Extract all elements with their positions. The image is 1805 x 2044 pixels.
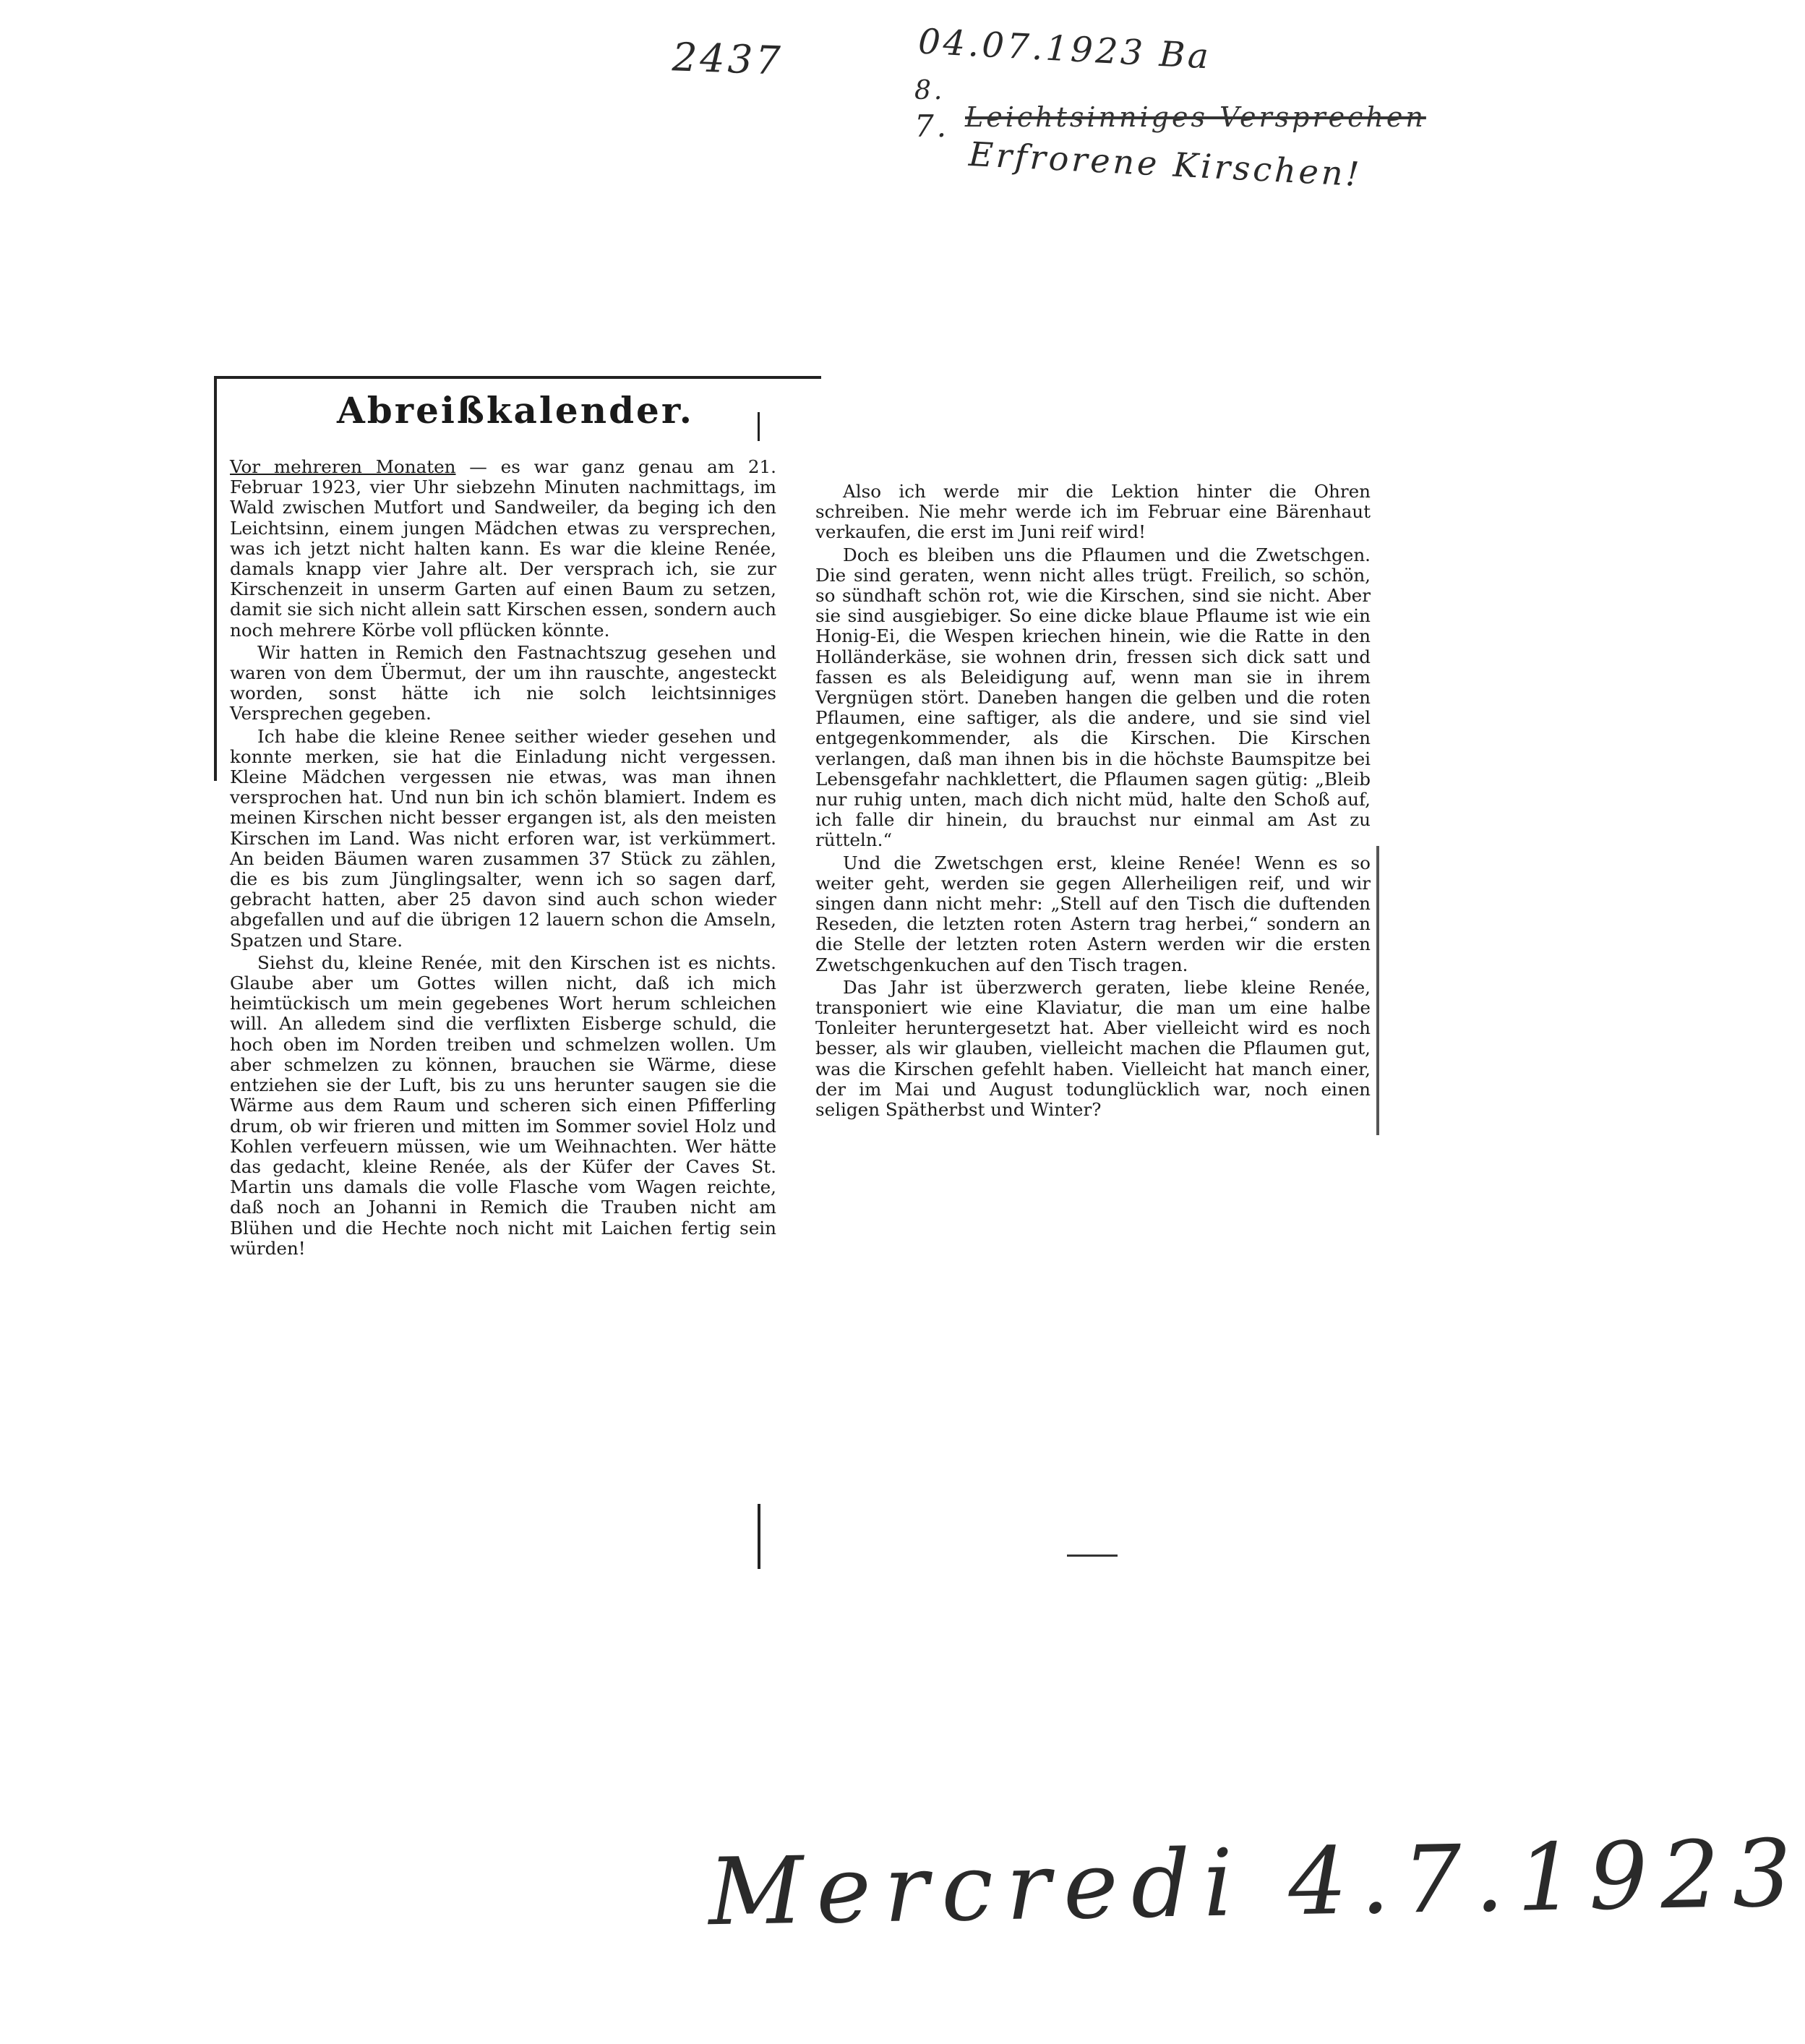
archive-number: 2437 bbox=[671, 34, 784, 84]
paragraph: Das Jahr ist überzwerch geraten, liebe kleine Renée, transponiert wie eine Klaviatur, die man um eine halbe Tonleiter heruntergesetzt hat. Aber vielleicht wird es noch besser, als wir glauben, vielleicht machen die Pflaumen gut, was die Kirschen gefehlt haben. Vielleicht hat manch einer, der im Mai und August todunglücklich war, noch einen seligen Spätherbst und Winter? bbox=[815, 976, 1371, 1121]
article-column-left bbox=[230, 457, 776, 1261]
struck-title: Leichtsinniges Versprechen bbox=[965, 101, 1426, 133]
clipping-left-rule bbox=[214, 376, 217, 781]
paragraph bbox=[230, 457, 776, 641]
paragraph: Wir hatten in Remich den Fastnachtszug gesehen und waren von dem Übermut, der um ihn rauschte, angesteckt worden, sonst hätte ich nie solch leichtsinniges Versprechen gegeben. bbox=[230, 641, 776, 724]
article-heading: Abreißkalender. bbox=[337, 389, 695, 432]
clipping-top-rule bbox=[214, 376, 821, 379]
paragraph: Siehst du, kleine Renée, mit den Kirschen ist es nichts. Glaube aber um Gottes willen nicht, daß ich mich heimtückisch um mein gegebenes Wort herum schleichen will. An alledem sind die verflixten Eisberge schuld, die hoch oben im Norden treiben und schmelzen wollen. Um aber schmelzen zu können, brauchen sie Wärme, diese entziehen sie der Luft, bis zu uns herunter saugen sie die Wärme aus dem Raum und scheren sich einen Pfifferling drum, ob wir frieren und mitten im Sommer soviel Holz und Kohlen verfeuern müssen, wie um Weihnachten. Wer hätte das gedacht, kleine Renée, als der Küfer der Caves St. Martin uns damals die volle Flasche vom Wagen reichte, daß noch an Johanni in Remich die Trauben nicht am Blühen und die Hechte noch nicht mit Laichen fertig sein würden! bbox=[230, 952, 776, 1259]
newspaper-clipping bbox=[214, 376, 1378, 1562]
column-rule bbox=[758, 1504, 760, 1569]
paragraph: Doch es bleiben uns die Pflaumen und die Zwetschgen. Die sind geraten, wenn nicht alles trügt. Freilich, so schön, so sündhaft schön rot, wie die Kirschen, sind sie nicht. Aber sie sind ausgiebiger. So eine dicke blaue Pflaume ist wie ein Honig-Ei, die Wespen kriechen hinein, wie die Ratte in den Holländerkäse, sie wohnen drin, fressen sich dick satt und fassen es als Beleidigung auf, wenn man sie in ihrem Vergnügen stört. Daneben hangen die gelben und die roten Pflaumen, eine saftiger, als die andere, und sie sind viel entgegenkommender, als die Kirschen. Die Kirschen verlangen, daß man ihnen bis in die höchste Baumspitze bei Lebensgefahr nachklettert, die Pflaumen sagen gütig: „Bleib nur ruhig unten, mach dich nicht müd, halte den Schoß auf, ich falle dir hinein, du brauchst nur einmal am Ast zu rütteln.“ bbox=[815, 544, 1371, 851]
margin-mark: 7. bbox=[914, 108, 950, 144]
end-rule bbox=[1067, 1555, 1118, 1557]
handwritten-footer-date: Mercredi 4.7.1923 bbox=[707, 1819, 1805, 1947]
article-column-right bbox=[815, 482, 1371, 1122]
opening-words: Vor mehreren Monaten bbox=[230, 456, 456, 477]
paragraph: Und die Zwetschgen erst, kleine Renée! Wenn es so weiter geht, werden sie gegen Allerheiligen reif, und wir singen dann nicht mehr: „Stell auf den Tisch die duftenden Reseden, die letzten roten Astern trag herbei,“ sondern an die Stelle der letzten roten Astern werden wir die ersten Zwetschgenkuchen auf den Tisch tragen. bbox=[815, 852, 1371, 975]
handwritten-title: Erfrorene Kirschen! bbox=[967, 134, 1363, 194]
margin-mark: 8. bbox=[914, 76, 946, 106]
paragraph-text: — es war ganz genau am 21. Februar 1923, vier Uhr siebzehn Minuten nachmittags, im Wald zwischen Mutfort und Sandweiler, da beging ich den Leichtsinn, einem jungen Mädchen etwas zu versprechen, was ich jetzt nicht halten kann. Es war die kleine Renée, damals knapp vier Jahre alt. Der versprach ich, sie zur Kirschenzeit in unserm Garten auf einen Baum zu setzen, damit sie sich nicht allein satt Kirschen essen, sondern auch noch mehrere Körbe voll pflücken könnte. bbox=[230, 456, 776, 641]
paragraph: Also ich werde mir die Lektion hinter die Ohren schreiben. Nie mehr werde ich im Februar eine Bärenhaut verkaufen, die erst im Juni reif wird! bbox=[815, 481, 1371, 543]
clipping-right-edge bbox=[1376, 846, 1379, 1135]
handwritten-date: 04.07.1923 Ba bbox=[917, 21, 1213, 77]
paragraph: Ich habe die kleine Renee seither wieder gesehen und konnte merken, sie hat die Einladung nicht vergessen. Kleine Mädchen vergessen nie etwas, was man ihnen versprochen hat. Und nun bin ich schön blamiert. Indem es meinen Kirschen nicht besser ergangen ist, als den meisten Kirschen im Land. Was nicht erforen war, ist verkümmert. An beiden Bäumen waren zusammen 37 Stück zu zählen, die es bis zum Jünglingsalter, wenn ich so sagen darf, gebracht hatten, aber 25 davon sind auch schon wieder abgefallen und auf die übrigen 12 lauern schon die Amseln, Spatzen und Stare. bbox=[230, 725, 776, 951]
